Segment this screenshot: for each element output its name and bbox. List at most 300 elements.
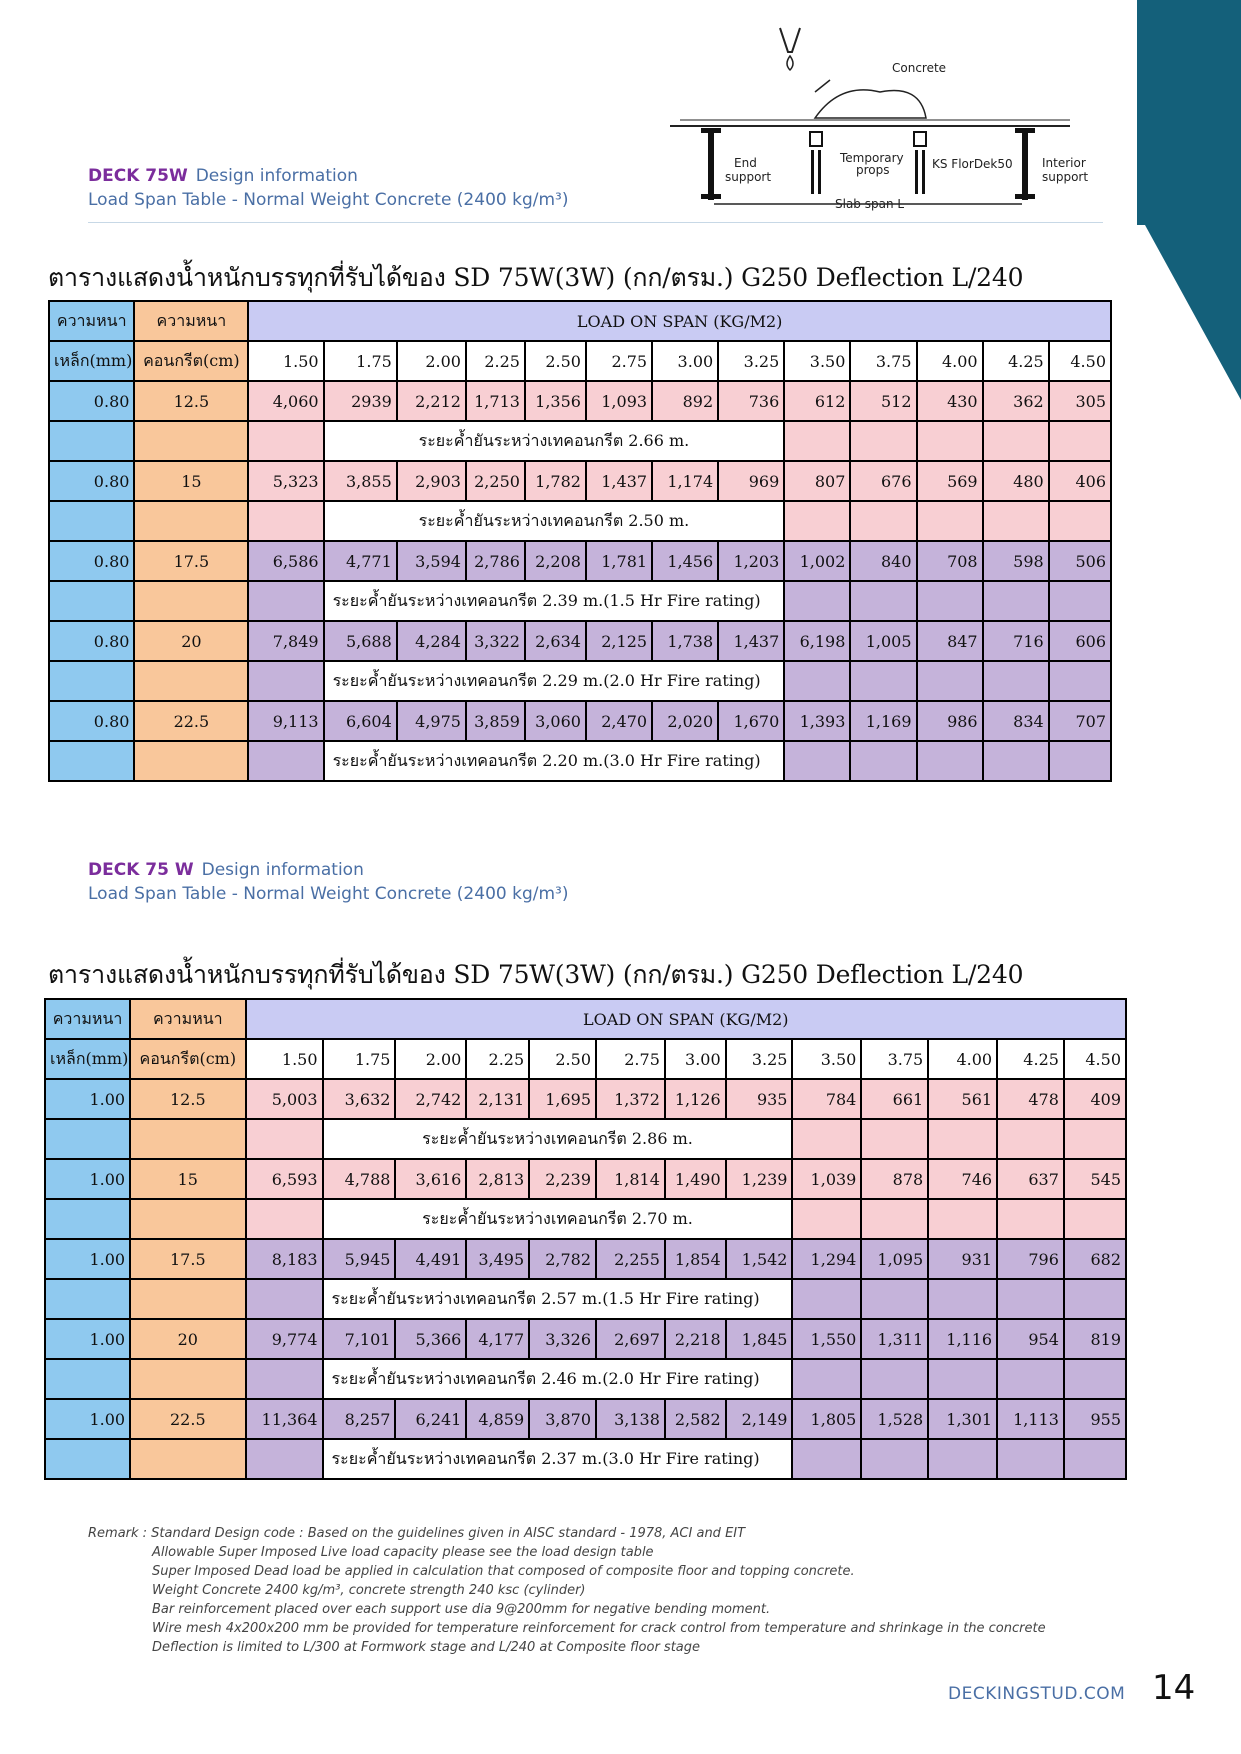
prop-spacing-note: ระยะค้ำยันระหว่างเทคอนกรีต 2.70 m. [323,1199,793,1239]
empty-cell [246,1439,323,1479]
load-value-cell: 4,060 [248,381,323,421]
load-value-cell: 569 [917,461,983,501]
load-value-cell: 2,813 [466,1159,529,1199]
empty-cell [1064,1439,1126,1479]
span-header-cell: 2.00 [397,341,466,381]
load-on-span-header: LOAD ON SPAN (KG/M2) [248,301,1111,341]
load-value-cell: 6,198 [784,621,850,661]
empty-cell [130,1359,245,1399]
empty-cell [49,741,134,781]
empty-cell [248,421,323,461]
empty-cell [917,741,983,781]
empty-cell [130,1439,245,1479]
design-info-heading-bottom: Design information [201,860,364,880]
concrete-thickness-cell: 17.5 [134,541,248,581]
empty-cell [246,1359,323,1399]
empty-cell [861,1119,928,1159]
load-value-cell: 3,322 [466,621,525,661]
load-on-span-header: LOAD ON SPAN (KG/M2) [246,999,1126,1039]
span-header-cell: 3.75 [861,1039,928,1079]
span-header-cell: 3.25 [718,341,784,381]
table-row [49,621,1111,661]
load-value-cell: 2,782 [529,1239,596,1279]
span-header-row [49,341,1111,381]
empty-cell [246,1279,323,1319]
interior-support-label-1: Interior [1042,156,1086,170]
interior-support-icon [1022,130,1028,200]
load-value-cell: 3,859 [466,701,525,741]
load-value-cell: 878 [861,1159,928,1199]
load-value-cell: 1,093 [586,381,652,421]
span-header-cell: 2.50 [529,1039,596,1079]
empty-cell [49,501,134,541]
end-support-icon [708,130,714,200]
steel-unit-header: เหล็ก(mm) [45,1039,130,1079]
empty-cell [983,501,1049,541]
temporary-props-label-1: Temporary [840,151,904,165]
load-value-cell: 506 [1049,541,1111,581]
page-number: 14 [1152,1668,1196,1708]
span-header-cell: 3.25 [726,1039,793,1079]
load-value-cell: 1,174 [652,461,718,501]
empty-cell [45,1279,130,1319]
steel-thickness-cell: 0.80 [49,621,134,661]
concrete-thickness-cell: 22.5 [134,701,248,741]
concrete-drop-icon [787,56,793,70]
empty-cell [49,421,134,461]
empty-cell [792,1439,861,1479]
empty-cell [45,1439,130,1479]
empty-cell [130,1279,245,1319]
load-value-cell: 6,241 [395,1399,466,1439]
load-value-cell: 892 [652,381,718,421]
remark-line: Bar reinforcement placed over each support use dia 9@200mm for negative bending moment. [152,1602,771,1617]
empty-cell [134,661,248,701]
temporary-prop-icon [810,132,822,146]
load-value-cell: 1,782 [525,461,586,501]
load-value-cell: 708 [917,541,983,581]
load-value-cell: 3,855 [324,461,397,501]
load-value-cell: 2,125 [586,621,652,661]
concrete-thickness-cell: 12.5 [130,1079,245,1119]
table-row [45,1079,1126,1119]
empty-cell [997,1279,1064,1319]
empty-cell [1049,581,1111,621]
load-value-cell: 2,903 [397,461,466,501]
load-value-cell: 1,845 [726,1319,793,1359]
empty-cell [983,741,1049,781]
empty-cell [928,1119,997,1159]
load-value-cell: 969 [718,461,784,501]
load-value-cell: 2,131 [466,1079,529,1119]
empty-cell [792,1119,861,1159]
load-value-cell: 6,604 [324,701,397,741]
load-value-cell: 11,364 [246,1399,323,1439]
span-header-cell: 4.50 [1064,1039,1126,1079]
load-value-cell: 1,437 [718,621,784,661]
load-value-cell: 9,113 [248,701,323,741]
steel-thickness-cell: 1.00 [45,1319,130,1359]
empty-cell [792,1199,861,1239]
empty-cell [45,1119,130,1159]
empty-cell [917,501,983,541]
load-value-cell: 955 [1064,1399,1126,1439]
load-value-cell: 2,020 [652,701,718,741]
remark-line: Deflection is limited to L/300 at Formwork stage and L/240 at Composite floor stage [152,1640,701,1655]
design-info-subtitle-bottom: Load Span Table - Normal Weight Concrete (2400 kg/m³) [88,884,569,904]
steel-thickness-cell: 1.00 [45,1399,130,1439]
prop-spacing-note: ระยะค้ำยันระหว่างเทคอนกรีต 2.86 m. [323,1119,793,1159]
steel-thickness-cell: 0.80 [49,381,134,421]
load-value-cell: 2,582 [665,1399,726,1439]
concrete-thickness-cell: 15 [130,1159,245,1199]
load-value-cell: 661 [861,1079,928,1119]
load-value-cell: 2,634 [525,621,586,661]
load-value-cell: 4,788 [323,1159,396,1199]
slab-span-diagram [670,22,1120,222]
span-header-cell: 1.75 [323,1039,396,1079]
load-value-cell: 5,945 [323,1239,396,1279]
load-value-cell: 3,870 [529,1399,596,1439]
deck-label-bottom: DECK 75 W [88,860,194,880]
corner-accent-band [1137,0,1241,225]
load-value-cell: 478 [997,1079,1064,1119]
empty-cell [784,741,850,781]
load-value-cell: 3,594 [397,541,466,581]
prop-spacing-note: ระยะค้ำยันระหว่างเทคอนกรีต 2.66 m. [324,421,785,461]
empty-cell [928,1439,997,1479]
load-value-cell: 4,284 [397,621,466,661]
empty-cell [134,501,248,541]
steel-thickness-cell: 1.00 [45,1239,130,1279]
load-value-cell: 7,101 [323,1319,396,1359]
load-value-cell: 796 [997,1239,1064,1279]
load-value-cell: 2,255 [596,1239,665,1279]
span-header-cell: 4.25 [983,341,1049,381]
load-value-cell: 2,786 [466,541,525,581]
load-value-cell: 707 [1049,701,1111,741]
prop-spacing-note: ระยะค้ำยันระหว่างเทคอนกรีต 2.57 m.(1.5 Hr Fire rating) [323,1279,793,1319]
span-header-cell: 3.00 [665,1039,726,1079]
empty-cell [850,581,916,621]
load-value-cell: 1,294 [792,1239,861,1279]
empty-cell [130,1199,245,1239]
load-value-cell: 1,113 [997,1399,1064,1439]
load-value-cell: 4,491 [395,1239,466,1279]
load-value-cell: 954 [997,1319,1064,1359]
table-row [49,461,1111,501]
load-value-cell: 5,366 [395,1319,466,1359]
load-value-cell: 8,257 [323,1399,396,1439]
prop-spacing-note: ระยะค้ำยันระหว่างเทคอนกรีต 2.20 m.(3.0 Hr Fire rating) [324,741,785,781]
load-value-cell: 1,301 [928,1399,997,1439]
load-value-cell: 409 [1064,1079,1126,1119]
span-header-row [45,1039,1126,1079]
header-row [45,999,1126,1039]
design-info-subtitle: Load Span Table - Normal Weight Concrete (2400 kg/m³) [88,190,569,210]
slab-span-label: Slab span L [835,197,905,211]
concrete-thickness-cell: 22.5 [130,1399,245,1439]
empty-cell [792,1359,861,1399]
empty-cell [45,1199,130,1239]
load-value-cell: 637 [997,1159,1064,1199]
concrete-thickness-header: ความหนา [130,999,245,1039]
load-value-cell: 7,849 [248,621,323,661]
load-value-cell: 1,005 [850,621,916,661]
footer-brand: DECKINGSTUD.COM [948,1684,1126,1704]
load-value-cell: 2,239 [529,1159,596,1199]
concrete-thickness-cell: 20 [130,1319,245,1359]
load-value-cell: 1,550 [792,1319,861,1359]
empty-cell [248,741,323,781]
load-value-cell: 2,697 [596,1319,665,1359]
temporary-props-label-2: props [856,163,890,177]
concrete-label: Concrete [892,61,947,75]
table1-body [49,301,1111,781]
load-value-cell: 8,183 [246,1239,323,1279]
empty-cell [1064,1199,1126,1239]
empty-cell [1049,661,1111,701]
span-header-cell: 3.75 [850,341,916,381]
end-support-label-1: End [734,156,757,170]
load-value-cell: 406 [1049,461,1111,501]
load-value-cell: 2,470 [586,701,652,741]
load-value-cell: 480 [983,461,1049,501]
load-value-cell: 4,975 [397,701,466,741]
load-value-cell: 1,393 [784,701,850,741]
span-header-cell: 2.75 [586,341,652,381]
load-value-cell: 1,239 [726,1159,793,1199]
load-value-cell: 746 [928,1159,997,1199]
span-header-cell: 2.50 [525,341,586,381]
prop-spacing-row [45,1199,1126,1239]
empty-cell [983,661,1049,701]
empty-cell [784,661,850,701]
header-row [49,301,1111,341]
load-value-cell: 1,356 [525,381,586,421]
table2-title: ตารางแสดงน้ำหนักบรรทุกที่รับได้ของ SD 75W(3W) (กก/ตรม.) G250 Deflection L/240 [48,960,1024,989]
empty-cell [850,421,916,461]
span-header-cell: 4.00 [917,341,983,381]
empty-cell [1049,501,1111,541]
span-header-cell: 3.50 [792,1039,861,1079]
empty-cell [246,1199,323,1239]
empty-cell [134,741,248,781]
load-value-cell: 1,456 [652,541,718,581]
table-row [49,701,1111,741]
prop-spacing-row [49,421,1111,461]
load-value-cell: 2,208 [525,541,586,581]
load-value-cell: 1,738 [652,621,718,661]
temporary-prop-icon-2 [914,132,926,146]
prop-spacing-row [45,1439,1126,1479]
prop-spacing-note: ระยะค้ำยันระหว่างเทคอนกรีต 2.29 m.(2.0 Hr Fire rating) [324,661,785,701]
load-value-cell: 1,781 [586,541,652,581]
empty-cell [248,501,323,541]
design-info-bottom [88,860,568,904]
remark-line: Wire mesh 4x200x200 mm be provided for temperature reinforcement for crack control from temperature and shrinkage in the concrete [152,1621,1046,1636]
load-value-cell: 5,003 [246,1079,323,1119]
load-value-cell: 3,326 [529,1319,596,1359]
load-value-cell: 362 [983,381,1049,421]
remark-line: Super Imposed Dead load be applied in calculation that composed of composite floor and topping concrete. [152,1564,855,1579]
concrete-unit-header: คอนกรีต(cm) [134,341,248,381]
empty-cell [1064,1119,1126,1159]
table2-body [45,999,1126,1479]
load-value-cell: 716 [983,621,1049,661]
empty-cell [246,1119,323,1159]
load-value-cell: 676 [850,461,916,501]
prop-spacing-row [45,1279,1126,1319]
span-header-cell: 1.50 [246,1039,323,1079]
load-value-cell: 1,528 [861,1399,928,1439]
load-value-cell: 3,616 [395,1159,466,1199]
empty-cell [49,581,134,621]
load-value-cell: 3,138 [596,1399,665,1439]
span-header-cell: 4.50 [1049,341,1111,381]
concrete-unit-header: คอนกรีต(cm) [130,1039,245,1079]
remark-line: Weight Concrete 2400 kg/m³, concrete strength 240 ksc (cylinder) [152,1583,586,1598]
empty-cell [1049,421,1111,461]
steel-unit-header: เหล็ก(mm) [49,341,134,381]
deck-label: DECK 75W [88,166,188,186]
span-header-cell: 3.00 [652,341,718,381]
remark-line: Allowable Super Imposed Live load capacity please see the load design table [152,1545,654,1560]
empty-cell [917,421,983,461]
prop-spacing-note: ระยะค้ำยันระหว่างเทคอนกรีต 2.46 m.(2.0 Hr Fire rating) [323,1359,793,1399]
empty-cell [983,581,1049,621]
load-value-cell: 2,250 [466,461,525,501]
prop-spacing-row [49,741,1111,781]
span-header-cell: 4.00 [928,1039,997,1079]
load-value-cell: 6,593 [246,1159,323,1199]
span-header-cell: 1.75 [324,341,397,381]
span-header-cell: 4.25 [997,1039,1064,1079]
load-value-cell: 1,311 [861,1319,928,1359]
steel-thickness-cell: 1.00 [45,1079,130,1119]
load-value-cell: 1,542 [726,1239,793,1279]
load-value-cell: 840 [850,541,916,581]
span-header-cell: 2.75 [596,1039,665,1079]
load-value-cell: 1,095 [861,1239,928,1279]
steel-thickness-cell: 0.80 [49,461,134,501]
load-value-cell: 1,695 [529,1079,596,1119]
load-value-cell: 935 [726,1079,793,1119]
load-value-cell: 1,372 [596,1079,665,1119]
span-header-cell: 2.00 [395,1039,466,1079]
load-value-cell: 847 [917,621,983,661]
prop-spacing-note: ระยะค้ำยันระหว่างเทคอนกรีต 2.39 m.(1.5 Hr Fire rating) [324,581,785,621]
empty-cell [928,1199,997,1239]
table-row [49,541,1111,581]
prop-spacing-row [45,1359,1126,1399]
empty-cell [917,661,983,701]
empty-cell [1064,1279,1126,1319]
load-value-cell: 606 [1049,621,1111,661]
empty-cell [861,1279,928,1319]
concrete-thickness-cell: 15 [134,461,248,501]
span-header-cell: 3.50 [784,341,850,381]
load-value-cell: 2939 [324,381,397,421]
load-value-cell: 1,670 [718,701,784,741]
load-value-cell: 2,742 [395,1079,466,1119]
load-value-cell: 986 [917,701,983,741]
flordek-label: KS FlorDek50 [932,157,1013,171]
prop-spacing-row [49,501,1111,541]
empty-cell [997,1359,1064,1399]
load-value-cell: 2,212 [397,381,466,421]
end-support-label-2: support [725,170,772,184]
load-value-cell: 1,437 [586,461,652,501]
steel-thickness-header: ความหนา [49,301,134,341]
prop-spacing-row [49,581,1111,621]
load-value-cell: 4,771 [324,541,397,581]
empty-cell [997,1119,1064,1159]
load-value-cell: 1,126 [665,1079,726,1119]
load-value-cell: 1,203 [718,541,784,581]
load-value-cell: 807 [784,461,850,501]
load-value-cell: 2,149 [726,1399,793,1439]
empty-cell [134,421,248,461]
load-value-cell: 4,177 [466,1319,529,1359]
concrete-thickness-header: ความหนา [134,301,248,341]
empty-cell [49,661,134,701]
empty-cell [784,581,850,621]
load-value-cell: 5,323 [248,461,323,501]
prop-spacing-row [45,1119,1126,1159]
empty-cell [983,421,1049,461]
load-value-cell: 1,116 [928,1319,997,1359]
load-value-cell: 1,854 [665,1239,726,1279]
load-value-cell: 3,632 [323,1079,396,1119]
empty-cell [248,581,323,621]
load-value-cell: 1,039 [792,1159,861,1199]
empty-cell [861,1359,928,1399]
prop-spacing-note: ระยะค้ำยันระหว่างเทคอนกรีต 2.37 m.(3.0 Hr Fire rating) [323,1439,793,1479]
load-value-cell: 1,169 [850,701,916,741]
span-header-cell: 2.25 [466,341,525,381]
load-value-cell: 3,060 [525,701,586,741]
empty-cell [784,501,850,541]
load-value-cell: 1,814 [596,1159,665,1199]
remarks [88,1524,1046,1657]
empty-cell [861,1439,928,1479]
load-value-cell: 819 [1064,1319,1126,1359]
load-value-cell: 1,490 [665,1159,726,1199]
concrete-nozzle-icon [780,28,800,52]
concrete-mound-icon [815,90,926,118]
table-row [45,1159,1126,1199]
load-value-cell: 1,002 [784,541,850,581]
design-info-top [88,166,568,210]
empty-cell [1064,1359,1126,1399]
empty-cell [1049,741,1111,781]
interior-support-label-2: support [1042,170,1089,184]
empty-cell [45,1359,130,1399]
span-header-cell: 1.50 [248,341,323,381]
empty-cell [928,1279,997,1319]
empty-cell [917,581,983,621]
load-value-cell: 6,586 [248,541,323,581]
empty-cell [850,661,916,701]
concrete-thickness-cell: 20 [134,621,248,661]
load-value-cell: 4,859 [466,1399,529,1439]
load-value-cell: 561 [928,1079,997,1119]
load-value-cell: 612 [784,381,850,421]
empty-cell [997,1439,1064,1479]
table1-title: ตารางแสดงน้ำหนักบรรทุกที่รับได้ของ SD 75W(3W) (กก/ตรม.) G250 Deflection L/240 [48,263,1024,292]
load-value-cell: 9,774 [246,1319,323,1359]
